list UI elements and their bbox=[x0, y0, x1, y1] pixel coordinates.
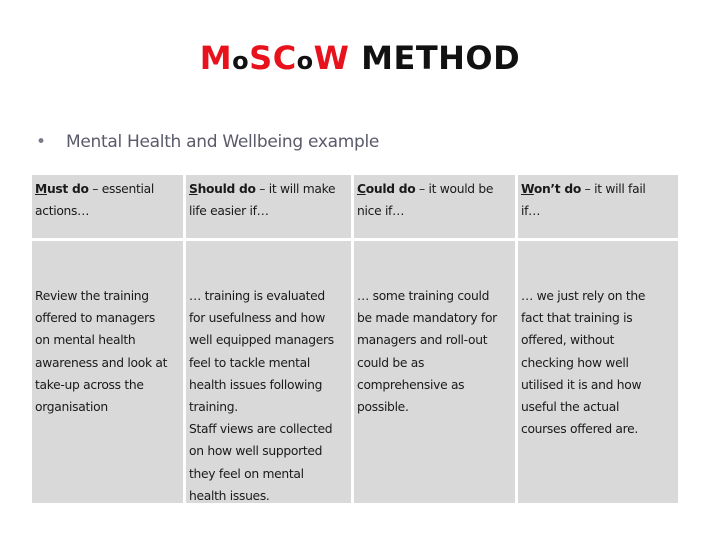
header-key: Must do bbox=[35, 182, 89, 196]
title-letters-sc: SC bbox=[249, 39, 297, 77]
bullet-text: Mental Health and Wellbeing example bbox=[66, 132, 380, 152]
header-wont: Won’t do – it will fail if… bbox=[518, 175, 678, 238]
bullet-icon: • bbox=[36, 132, 46, 152]
table-row bbox=[32, 241, 678, 503]
title-letter-w: W bbox=[313, 39, 350, 77]
cell-could: … some training could be made mandatory for managers and roll-out could be as comprehensive as possible. bbox=[354, 241, 515, 503]
table-header-row bbox=[32, 175, 678, 238]
header-key: Won’t do bbox=[521, 182, 582, 196]
title-method: METHOD bbox=[349, 39, 521, 77]
page-title bbox=[0, 38, 720, 81]
bullet-point bbox=[36, 131, 379, 153]
moscow-table bbox=[32, 175, 678, 503]
title-letter-o: o bbox=[296, 47, 314, 75]
cell-wont: … we just rely on the fact that training is offered, without checking how well utilised it is and how useful the actual courses offered are. bbox=[518, 241, 678, 503]
header-key: Could do bbox=[357, 182, 416, 196]
title-letter-o: o bbox=[232, 47, 250, 75]
header-could: Could do – it would be nice if… bbox=[354, 175, 515, 238]
header-key: Should do bbox=[189, 182, 256, 196]
title-letter-m: M bbox=[199, 39, 233, 77]
cell-should: … training is evaluated for usefulness and how well equipped managers feel to tackle mental health issues following training. Staff views are collected on how well supported they feel on mental health issues. bbox=[186, 241, 351, 503]
cell-must: Review the training offered to managers on mental health awareness and look at take-up across the organisation bbox=[32, 241, 183, 503]
header-should: Should do – it will make life easier if… bbox=[186, 175, 351, 238]
header-must: Must do – essential actions… bbox=[32, 175, 183, 238]
